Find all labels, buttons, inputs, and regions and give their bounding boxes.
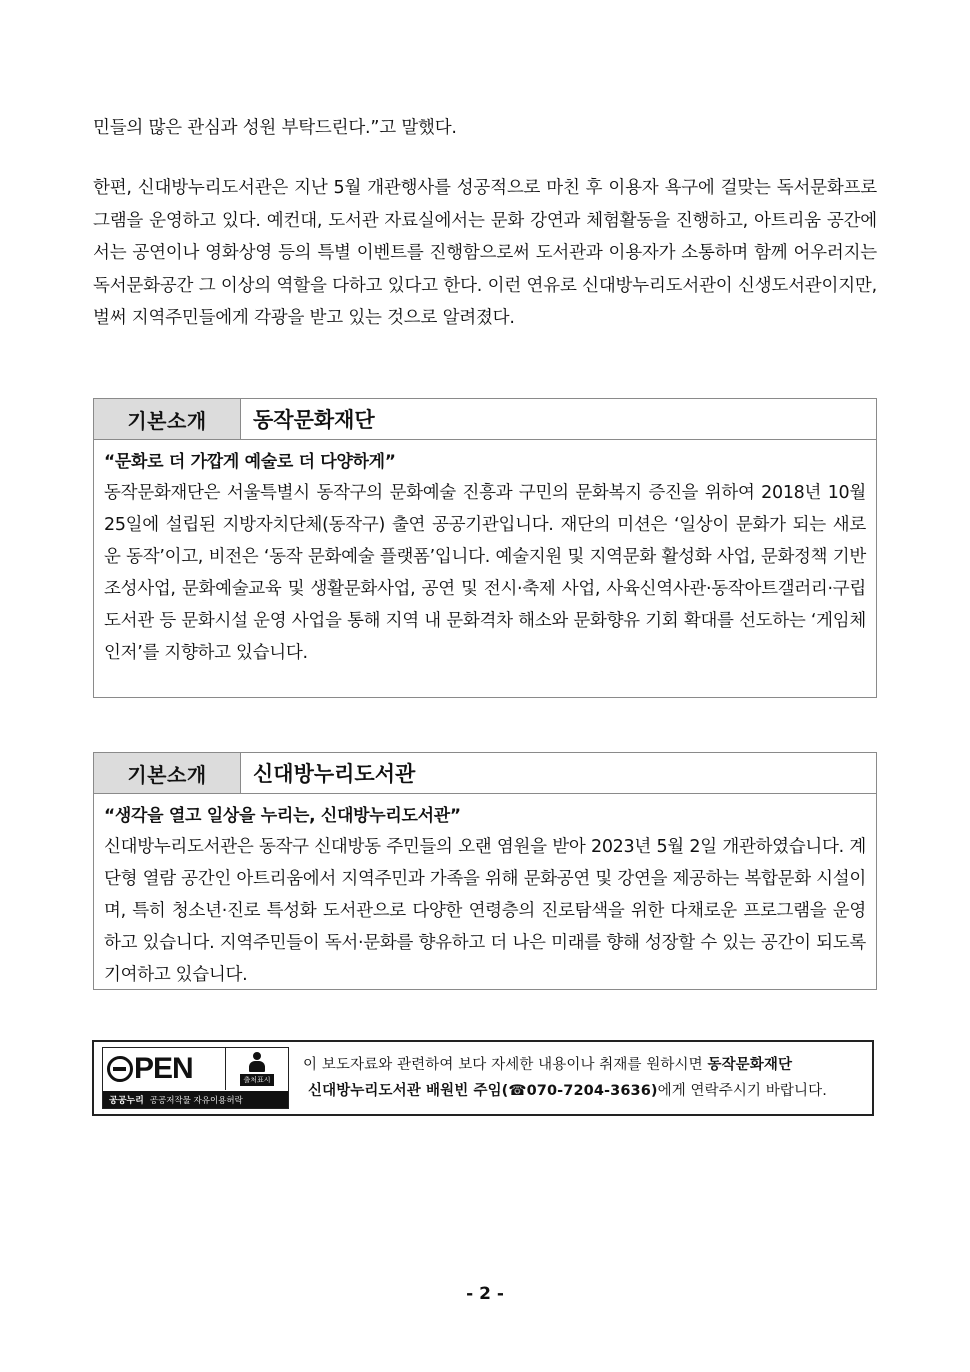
intro-box-header — [94, 753, 876, 794]
intro-box-header — [94, 399, 876, 440]
intro-tag: 기본소개 — [94, 753, 241, 793]
intro-description: 동작문화재단은 서울특별시 동작구의 문화예술 진흥과 구민의 문화복지 증진을 위하여 2018년 10월 25일에 설립된 지방자치단체(동작구) 출연 공공기관입니다. 재단의 미션은 ‘일상이 문화가 되는 새로운 동작’이고, 비전은 ‘동작 문화예술 플랫폼’입니다. 예술지원 및 지역문화 활성화 사업, 문화정책 기반 조성사업, 문화예술교육 및 생활문화사업, 공연 및 전시·축제 사업, 사육신역사관·동작아트갤러리·구립도서관 등 문화시설 운영 사업을 통해 지역 내 문화격차 해소와 문화향유 기회 확대를 선도하는 ‘게임체인저’를 지향하고 있습니다. — [104, 483, 866, 663]
attribution-badge — [225, 1048, 288, 1090]
intro-slogan: “문화로 더 가깝게 예술로 더 다양하게” — [104, 452, 396, 472]
page-number: - 2 - — [466, 1284, 504, 1304]
attribution-label: 출처표시 — [240, 1074, 273, 1086]
person-icon — [247, 1052, 267, 1072]
contact-box — [92, 1040, 874, 1116]
intro-box-foundation — [93, 398, 877, 698]
contact-person: 신대방누리도서관 배원빈 주임(☎070-7204-3636) — [308, 1083, 658, 1099]
kogl-footer — [103, 1091, 288, 1108]
contact-suffix: 에게 연락주시기 바랍니다. — [657, 1083, 827, 1099]
paragraph-library-activities: 한편, 신대방누리도서관은 지난 5월 개관행사를 성공적으로 마친 후 이용자 욕구에 걸맞는 독서문화프로그램을 운영하고 있다. 예컨대, 도서관 자료실에서는 문화 강연과 체험활동을 진행하고, 아트리움 공간에서는 공연이나 영화상영 등의 특별 이벤트를 진행함으로써 도서관과 이용자가 소통하며 함께 어우러지는 독서문화공간 그 이상의 역할을 다하고 있다고 한다. 이런 연유로 신대방누리도서관이 신생도서관이지만, 벌써 지역주민들에게 각광을 받고 있는 것으로 알려졌다. — [93, 178, 877, 328]
contact-text — [303, 1052, 827, 1104]
intro-body — [94, 794, 876, 991]
intro-tag: 기본소개 — [94, 399, 241, 439]
open-word: PEN — [134, 1052, 193, 1085]
kogl-sub: 공공저작물 자유이용허락 — [149, 1095, 243, 1106]
paragraph-quote-end: 민들의 많은 관심과 성원 부탁드린다.”고 말했다. — [93, 118, 457, 138]
intro-title: 동작문화재단 — [253, 408, 375, 432]
intro-box-library — [93, 752, 877, 990]
intro-description: 신대방누리도서관은 동작구 신대방동 주민들의 오랜 염원을 받아 2023년 5월 2일 개관하였습니다. 계단형 열람 공간인 아트리움에서 지역주민과 가족을 위해 문화공연 및 강연을 제공하는 복합문화 시설이며, 특히 청소년·진로 특성화 도서관으로 다양한 연령층의 진로탐색을 위한 다채로운 프로그램을 운영하고 있습니다. 지역주민들이 독서·문화를 향유하고 더 나은 미래를 향해 성장할 수 있는 공간이 되도록 기여하고 있습니다. — [104, 837, 866, 985]
kogl-name: 공공누리 — [109, 1096, 144, 1106]
contact-prefix: 이 보도자료와 관련하여 보다 자세한 내용이나 취재를 원하시면 — [303, 1057, 703, 1073]
contact-org: 동작문화재단 — [707, 1057, 793, 1073]
intro-body — [94, 440, 876, 669]
open-o-icon — [107, 1056, 133, 1082]
intro-title: 신대방누리도서관 — [253, 762, 416, 786]
kogl-open-logo — [102, 1047, 289, 1109]
intro-slogan: “생각을 열고 일상을 누리는, 신대방누리도서관” — [104, 806, 461, 826]
